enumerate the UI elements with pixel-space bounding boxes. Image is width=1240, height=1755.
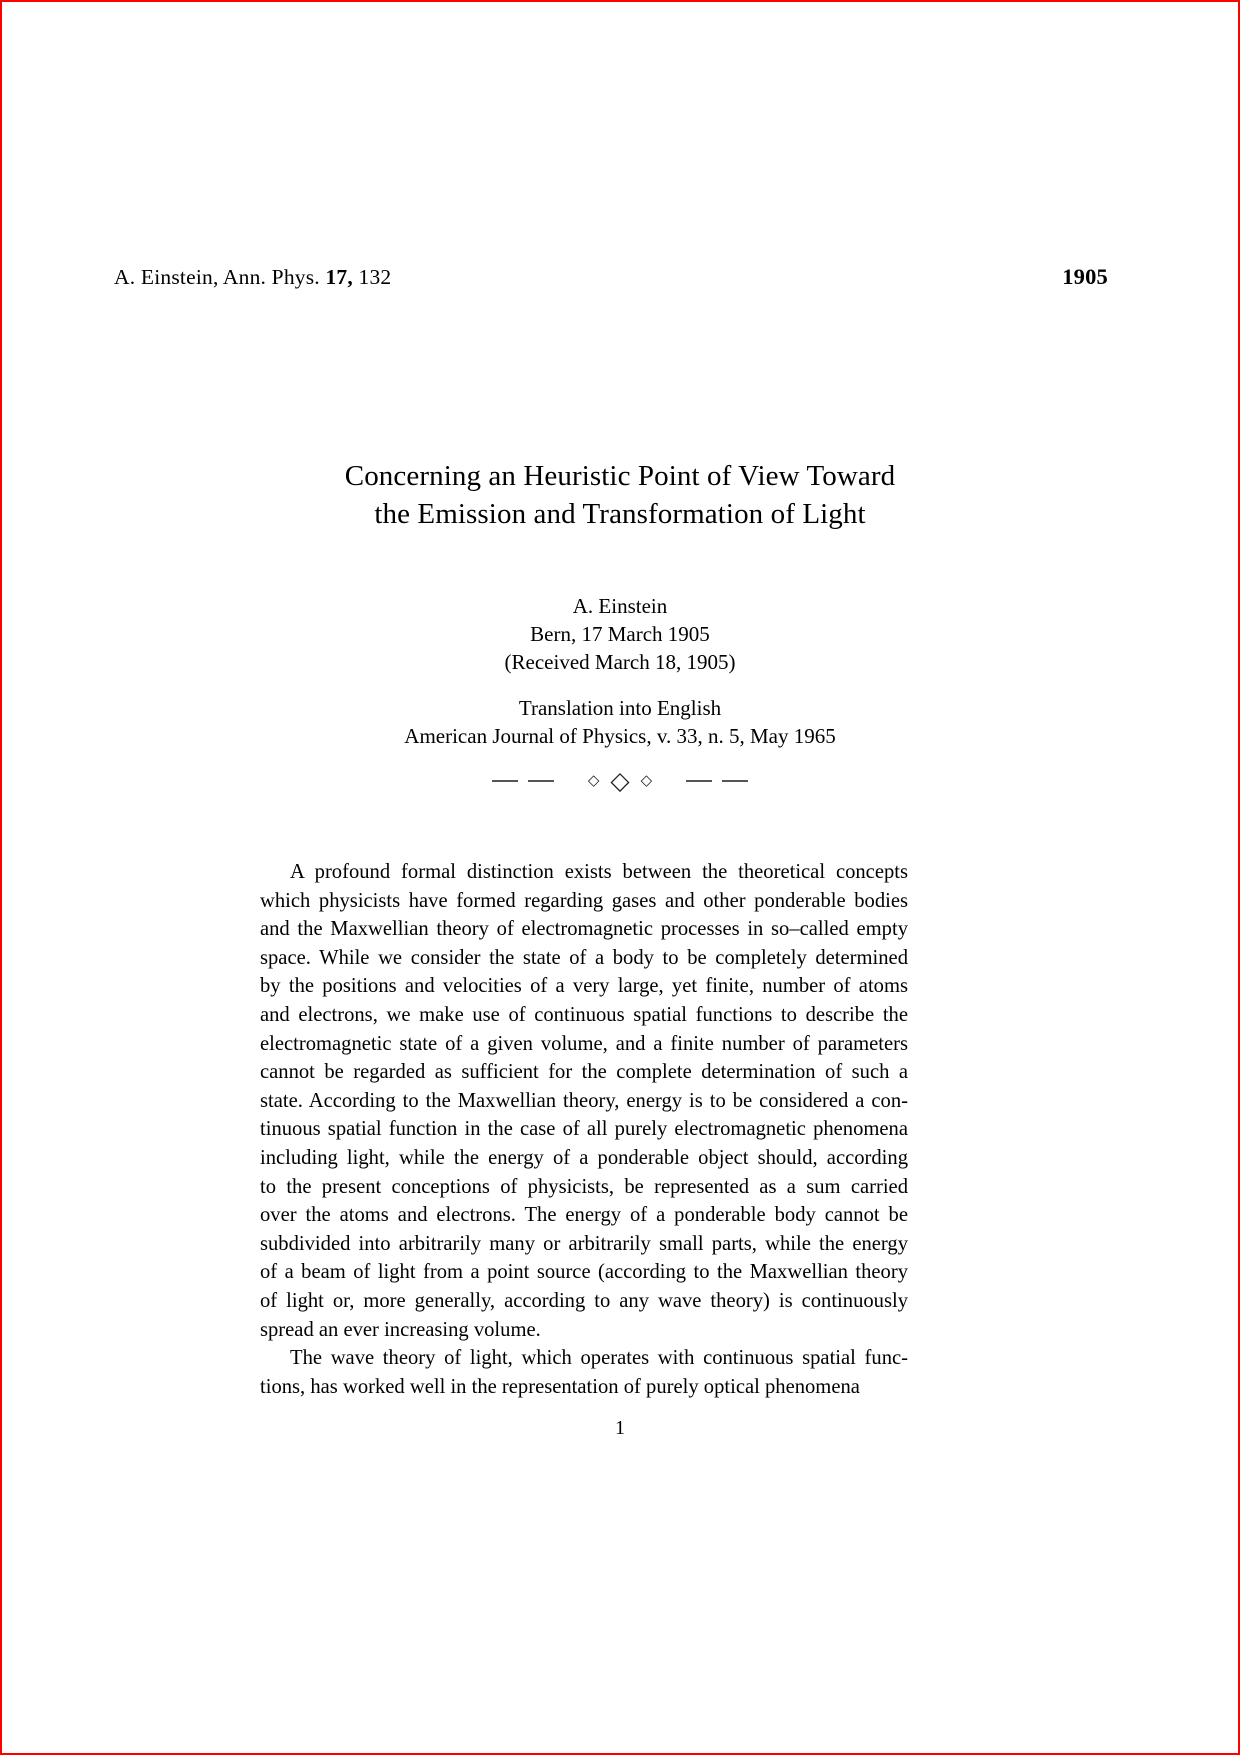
author-block: [114, 592, 1126, 676]
body-line: over the atoms and electrons. The energy of a ponderable body cannot be: [260, 1204, 908, 1227]
body-line: state. According to the Maxwellian theory, energy is to be considered a con-: [260, 1089, 908, 1112]
body-line: by the positions and velocities of a very large, yet finite, number of atoms: [260, 975, 908, 998]
ornament-dash-right-2: [722, 780, 748, 782]
ornament-dash-right-1: [686, 780, 712, 782]
paragraph-1: [260, 858, 908, 1344]
ornament-dash-left-2: [528, 780, 554, 782]
translation-source: American Journal of Physics, v. 33, n. 5, May 1965: [404, 724, 836, 749]
author-name: A. Einstein: [572, 594, 668, 618]
translation-credit: [114, 694, 1126, 750]
body-line: spread an ever increasing volume.: [260, 1318, 541, 1341]
author-place-date: Bern, 17 March 1905: [530, 622, 710, 647]
page-number: 1: [615, 1417, 625, 1439]
citation-prefix: A. Einstein, Ann. Phys.: [114, 265, 320, 289]
body-line: of light or, more generally, according to any wave theory) is continuously: [260, 1289, 908, 1312]
title-line-1: Concerning an Heuristic Point of View Toward: [344, 460, 896, 492]
body-line: electromagnetic state of a given volume, and a finite number of parameters: [260, 1032, 908, 1055]
running-head-year: 1905: [1062, 264, 1108, 289]
body-text: [260, 858, 908, 1401]
body-line: subdivided into arbitrarily many or arbitrarily small parts, while the energy: [260, 1232, 908, 1255]
body-line: including light, while the energy of a ponderable object should, according: [260, 1146, 908, 1169]
paragraph-2: [260, 1344, 908, 1401]
body-line: to the present conceptions of physicists, be represented as a sum carried: [260, 1175, 908, 1198]
received-date: (Received March 18, 1905): [504, 650, 736, 675]
diamond-large-icon: ◇: [610, 767, 630, 795]
body-line: which physicists have formed regarding gases and other ponderable bodies: [260, 889, 908, 912]
translation-label: Translation into English: [518, 696, 722, 720]
ornament-dash-left-1: [492, 780, 518, 782]
citation-page: 132: [358, 265, 392, 289]
running-head-citation: [114, 265, 391, 290]
title-line-2: the Emission and Transformation of Light: [374, 498, 866, 531]
body-line: A profound formal distinction exists between the theoretical concepts: [290, 861, 908, 883]
diamond-small-left-icon: ◇: [587, 772, 600, 789]
body-line: space. While we consider the state of a body to be completely determined: [260, 946, 908, 969]
body-line: and the Maxwellian theory of electromagnetic processes in so–called empty: [260, 918, 908, 941]
page-content-area: [2, 2, 1238, 1753]
body-line: tions, has worked well in the representation of purely optical phenomena: [260, 1375, 860, 1398]
body-line: of a beam of light from a point source (according to the Maxwellian theory: [260, 1261, 908, 1284]
body-line: cannot be regarded as sufficient for the complete determination of such a: [260, 1061, 908, 1084]
citation-volume: 17,: [325, 265, 353, 289]
diamond-small-right-icon: ◇: [640, 772, 653, 789]
body-line: The wave theory of light, which operates with continuous spatial func-: [290, 1347, 908, 1370]
body-line: and electrons, we make use of continuous spatial functions to describe the: [260, 1003, 908, 1026]
body-line: tinuous spatial function in the case of all purely electromagnetic phenomena: [260, 1118, 908, 1141]
ornament-divider: [114, 767, 1126, 795]
page-title: [114, 457, 1126, 534]
running-head: [114, 264, 1126, 290]
